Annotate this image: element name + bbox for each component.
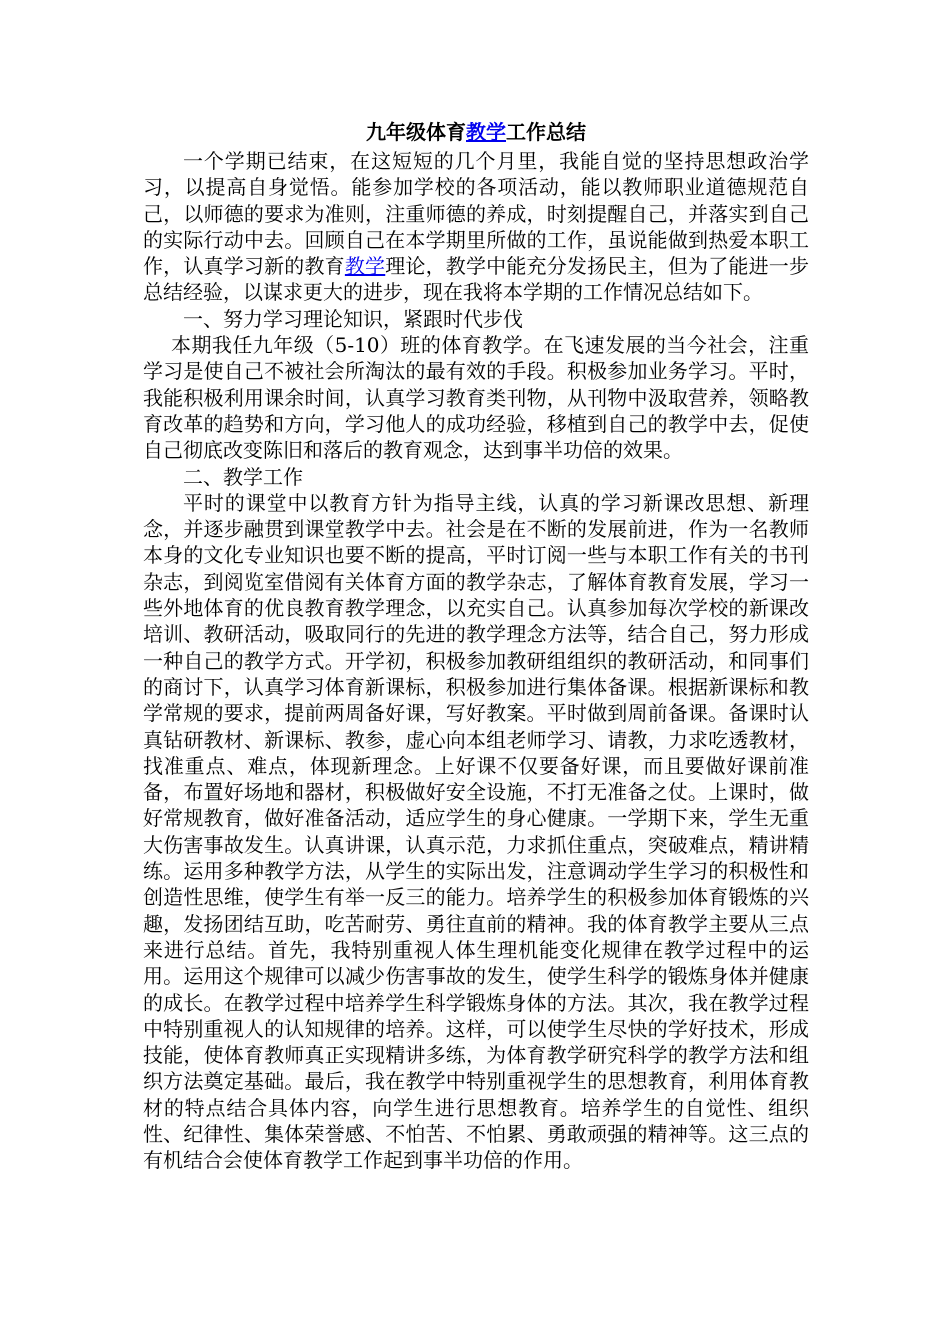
title-text-before: 九年级体育 — [366, 120, 466, 144]
section-paragraph-1: 本期我任九年级（5-10）班的体育教学。在飞速发展的当今社会，注重学习是使自己不被社会所淘汰的最有效的手段。积极参加业务学习。平时，我能积极利用课余时间，认真学习教育类刊物，从刊物中汲取营养，领略教育改革的趋势和方向，学习他人的成功经验，移植到自己的教学中去，促使自己彻底改变陈旧和落后的教育观念，达到事半功倍的效果。 — [143, 333, 809, 463]
section-heading-1: 一、努力学习理论知识，紧跟时代步伐 — [183, 306, 523, 331]
intro-text-before: 一个学期已结束，在这短短的几个月里，我能自觉的坚持思想政治学习，以提高自身觉悟。能参加学校的各项活动，能以教师职业道德规范自己，以师德的要求为准则，注重师德的养成，时刻提醒自己，并落实到自己的实际行动中去。回顾自己在本学期里所做的工作，虽说能做到热爱本职工作，认真学习新的教育 — [143, 149, 809, 279]
intro-paragraph — [143, 148, 809, 306]
intro-link-teaching[interactable]: 教学 — [344, 254, 386, 279]
document-page — [143, 118, 809, 1174]
document-title — [143, 118, 809, 146]
section-heading-2: 二、教学工作 — [183, 464, 303, 489]
title-link-teaching[interactable]: 教学 — [466, 120, 506, 144]
intro-text-after: 理论，教学中能充分发扬民主，但为了能进一步总结经验，以谋求更大的进步，现在我将本学期的工作情况总结如下。 — [143, 254, 809, 305]
title-text-after: 工作总结 — [506, 120, 586, 144]
section-paragraph-2: 平时的课堂中以教育方针为指导主线，认真的学习新课改思想、新理念，并逐步融贯到课堂教学中去。社会是在不断的发展前进，作为一名教师本身的文化专业知识也要不断的提高，平时订阅一些与本职工作有关的书刊杂志，到阅览室借阅有关体育方面的教学杂志，了解体育教育发展，学习一些外地体育的优良教育教学理念，以充实自己。认真参加每次学校的新课改培训、教研活动，吸取同行的先进的教学理念方法等，结合自己，努力形成一种自己的教学方式。开学初，积极参加教研组组织的教研活动，和同事们的商讨下，认真学习体育新课标，积极参加进行集体备课。根据新课标和教学常规的要求，提前两周备好课，写好教案。平时做到周前备课。备课时认真钻研教材、新课标、教参，虚心向本组老师学习、请教，力求吃透教材，找准重点、难点，体现新理念。上好课不仅要备好课，而且要做好课前准备，布置好场地和器材，积极做好安全设施，不打无准备之仗。上课时，做好常规教育，做好准备活动，适应学生的身心健康。一学期下来，学生无重大伤害事故发生。认真讲课，认真示范，力求抓住重点，突破难点，精讲精练。运用多种教学方法，从学生的实际出发，注意调动学生学习的积极性和创造性思维，使学生有举一反三的能力。培养学生的积极参加体育锻炼的兴趣，发扬团结互助，吃苦耐劳、勇往直前的精神。我的体育教学主要从三点来进行总结。首先，我特别重视人体生理机能变化规律在教学过程中的运用。运用这个规律可以减少伤害事故的发生，使学生科学的锻炼身体并健康的成长。在教学过程中培养学生科学锻炼身体的方法。其次，我在教学过程中特别重视人的认知规律的培养。这样，可以使学生尽快的学好技术，形成技能，使体育教师真正实现精讲多练，为体育教学研究科学的教学方法和组织方法奠定基础。最后，我在教学中特别重视学生的思想教育，利用体育教材的特点结合具体内容，向学生进行思想教育。培养学生的自觉性、组织性、纪律性、集体荣誉感、不怕苦、不怕累、勇敢顽强的精神等。这三点的有机结合会使体育教学工作起到事半功倍的作用。 — [143, 490, 809, 1173]
